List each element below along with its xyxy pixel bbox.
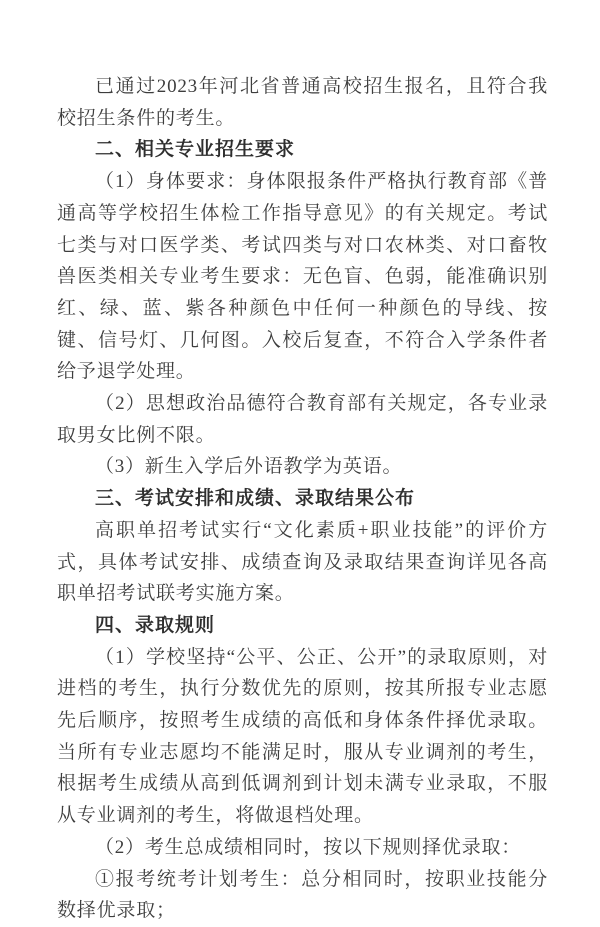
section-heading-3: 三、考试安排和成绩、录取结果公布 [95,488,416,510]
section-heading-2: 二、相关专业招生要求 [95,139,296,161]
paragraph-intro-carryover: 已通过2023年河北省普通高校招生报名，且符合我校招生条件的考生。 [57,76,548,129]
paragraph-body-requirements: （1）身体要求：身体限报条件严格执行教育部《普通高等学校招生体检工作指导意见》的有关规定。考试七类与对口医学类、考试四类与对口农林类、对口畜牧兽医类相关专业考生要求：无色盲、色弱，能准确识别红、绿、蓝、紫各种颜色中任何一种颜色的导线、按键、信号灯、几何图。入校后复查，不符合入学条件者给予退学处理。 [57,171,548,383]
paragraph-political-morality: （2）思想政治品德符合教育部有关规定，各专业录取男女比例不限。 [57,393,548,446]
paragraph-admission-rule-2: （2）考生总成绩相同时，按以下规则择优录取： [95,836,522,858]
paragraph-foreign-language: （3）新生入学后外语教学为英语。 [95,456,403,478]
paragraph-exam-arrangement: 高职单招考试实行“文化素质+职业技能”的评价方式，具体考试安排、成绩查询及录取结果查询详见各高职单招考试联考实施方案。 [57,519,548,605]
section-heading-4: 四、录取规则 [95,614,216,636]
paragraph-admission-rule-1: （1）学校坚持“公平、公正、公开”的录取原则，对进档的考生，执行分数优先的原则，按其所报专业志愿先后顺序，按照考生成绩的高低和身体条件择优录取。当所有专业志愿均不能满足时，服从专业调剂的考生，根据考生成绩从高到低调剂到计划未满专业录取，不服从专业调剂的考生，将做退档处理。 [57,646,548,827]
paragraph-tiebreak-rule-1: ①报考统考计划考生：总分相同时，按职业技能分数择优录取； [57,868,548,922]
